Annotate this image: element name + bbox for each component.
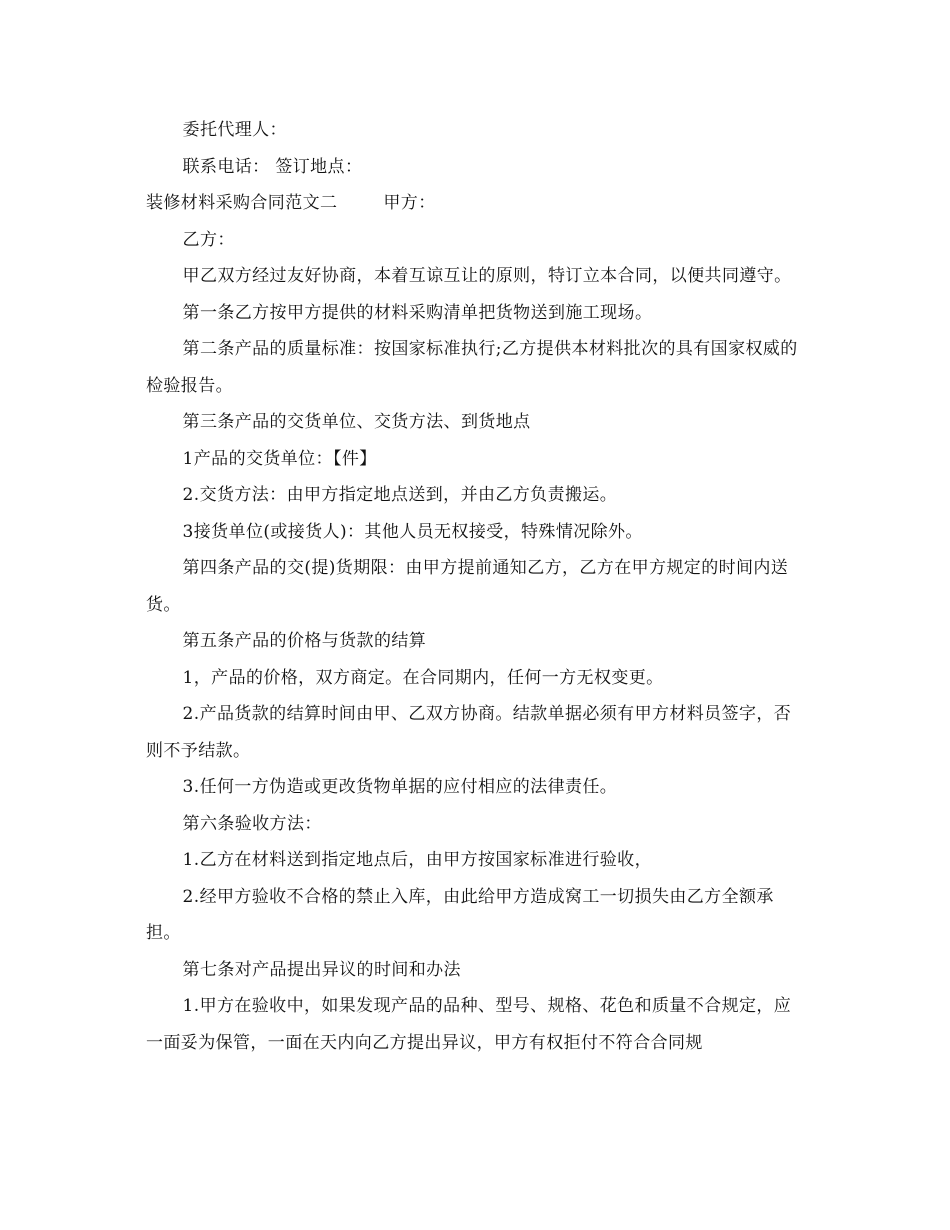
title-line xyxy=(146,185,806,222)
paragraph-article-3-item-1: 1产品的交货单位：【件】 xyxy=(182,448,377,469)
paragraph-article-2: 第二条产品的质量标准：按国家标准执行;乙方提供本材料批次的具有国家权威的检验报告。 xyxy=(146,339,798,396)
paragraph-article-6-item-1: 1.乙方在材料送到指定地点后，由甲方按国家标准进行验收， xyxy=(182,850,652,870)
paragraph-article-5: 第五条产品的价格与货款的结算 xyxy=(182,631,427,651)
paragraph-article-6-item-2: 2.经甲方验收不合格的禁止入库，由此给甲方造成窝工一切损失由乙方全额承担。 xyxy=(146,886,774,943)
paragraph-article-7: 第七条对产品提出异议的时间和办法 xyxy=(182,959,461,980)
paragraph-article-7-item-1: 1.甲方在验收中，如果发现产品的品种、型号、规格、花色和质量不合规定，应一面妥为保管，一面在天内向乙方提出异议，甲方有权拒付不符合合同规 xyxy=(146,996,792,1053)
paragraph-article-3-item-3: 3接货单位(或接货人)：其他人员无权接受，特殊情况除外。 xyxy=(182,521,643,542)
paragraph-preamble: 甲乙双方经过友好协商，本着互谅互让的原则，特订立本合同，以便共同遵守。 xyxy=(182,266,792,286)
paragraph-article-3-item-2: 2.交货方法：由甲方指定地点送到，并由乙方负责搬运。 xyxy=(182,485,618,505)
paragraph-party-b: 乙方： xyxy=(182,229,235,250)
paragraph-article-5-item-3: 3.任何一方伪造或更改货物单据的应付相应的法律责任。 xyxy=(182,777,618,797)
document-title: 装修材料采购合同范文二 xyxy=(146,193,338,213)
paragraph-article-1: 第一条乙方按甲方提供的材料采购清单把货物送到施工现场。 xyxy=(182,302,653,323)
paragraph-agent: 委托代理人： xyxy=(182,120,287,140)
paragraph-article-6: 第六条验收方法： xyxy=(182,813,322,834)
paragraph-contact: 联系电话： 签订地点： xyxy=(182,156,363,177)
paragraph-article-5-item-1: 1，产品的价格，双方商定。在合同期内，任何一方无权变更。 xyxy=(182,667,664,688)
paragraph-article-3: 第三条产品的交货单位、交货方法、到货地点 xyxy=(182,412,531,432)
party-a-label: 甲方： xyxy=(383,193,436,213)
paragraph-article-5-item-2: 2.产品货款的结算时间由甲、乙双方协商。结款单据必须有甲方材料员签字，否则不予结款。 xyxy=(146,704,792,761)
paragraph-article-4: 第四条产品的交(提)货期限：由甲方提前通知乙方，乙方在甲方规定的时间内送货。 xyxy=(146,558,789,615)
document-body xyxy=(146,112,806,1061)
